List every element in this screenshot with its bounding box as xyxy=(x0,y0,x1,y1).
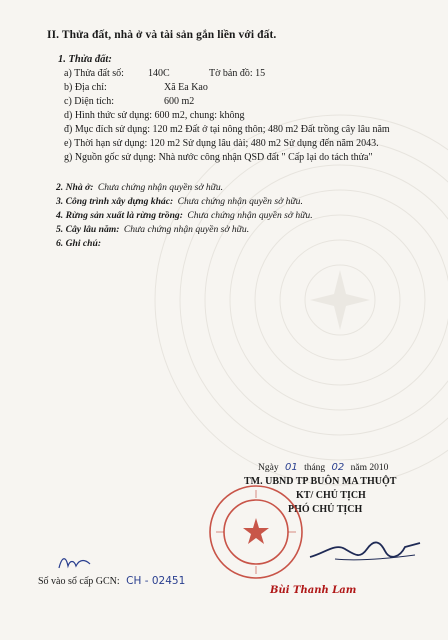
address-label: b) Địa chỉ: xyxy=(64,82,107,93)
area-row xyxy=(64,96,195,107)
construction-item xyxy=(56,196,303,207)
certificate-label: Số vào sổ cấp GCN: xyxy=(38,576,120,587)
map-sheet: Tờ bản đồ: 15 xyxy=(209,68,266,79)
notes-label: 6. Ghi chú: xyxy=(56,238,102,249)
construction-value: Chưa chứng nhận quyền sở hữu. xyxy=(177,196,303,207)
use-form-row: d) Hình thức sử dụng: 600 m2, chung: không xyxy=(64,110,245,121)
address-row xyxy=(64,82,208,93)
certificate-number-row xyxy=(38,575,185,587)
section-header: II. Thửa đất, nhà ở và tài sản gắn liền với đất. xyxy=(47,29,277,41)
signer-position-1: KT/ CHỦ TỊCH xyxy=(296,490,366,501)
certificate-number: CH - 02451 xyxy=(126,575,186,587)
area-label: c) Diện tích: xyxy=(64,96,114,107)
house-value: Chưa chứng nhận quyền sở hữu. xyxy=(97,182,224,193)
handwritten-signature xyxy=(305,535,425,565)
signer-name: Bùi Thanh Lam xyxy=(270,585,357,596)
parcel-row xyxy=(64,68,266,79)
date-year: năm 2010 xyxy=(350,463,389,473)
official-seal-stamp xyxy=(206,482,306,582)
term-row: e) Thời hạn sử dụng: 120 m2 Sử dụng lâu dài; 480 m2 Sử dụng đến năm 2043. xyxy=(64,138,379,149)
construction-label: 3. Công trình xây dựng khác: xyxy=(56,196,174,207)
house-item xyxy=(56,182,223,193)
month-prefix: tháng xyxy=(304,463,326,473)
land-section-title: 1. Thửa đất: xyxy=(58,54,112,65)
bronze-drum-watermark xyxy=(150,110,448,490)
date-prefix: Ngày xyxy=(258,463,279,473)
forest-value: Chưa chứng nhận quyền sở hữu. xyxy=(187,210,313,221)
notes-item xyxy=(56,238,103,249)
date-month: 02 xyxy=(331,462,345,473)
forest-item xyxy=(56,210,313,221)
date-day: 01 xyxy=(284,462,298,473)
address-value: Xã Ea Kao xyxy=(164,82,208,93)
house-label: 2. Nhà ở: xyxy=(56,182,94,193)
issue-date xyxy=(258,462,388,473)
perennial-label: 5. Cây lâu năm: xyxy=(56,224,120,235)
origin-row: g) Nguồn gốc sử dụng: Nhà nước công nhận QSD đất " Cấp lại do tách thửa" xyxy=(64,152,373,163)
issuing-authority: TM. UBND TP BUÔN MA THUỘT xyxy=(244,476,397,487)
signer-position-2: PHÓ CHỦ TỊCH xyxy=(288,504,363,515)
purpose-row: đ) Mục đích sử dụng: 120 m2 Đất ở tại nông thôn; 480 m2 Đất trồng cây lâu năm xyxy=(64,124,390,135)
perennial-item xyxy=(56,224,249,235)
forest-label: 4. Rừng sản xuất là rừng trồng: xyxy=(56,210,183,221)
area-value: 600 m2 xyxy=(164,96,195,107)
perennial-value: Chưa chứng nhận quyền sở hữu. xyxy=(123,224,250,235)
parcel-label: a) Thửa đất số: xyxy=(64,68,124,79)
parcel-number: 140C xyxy=(148,68,170,79)
handwritten-initials xyxy=(56,552,96,574)
